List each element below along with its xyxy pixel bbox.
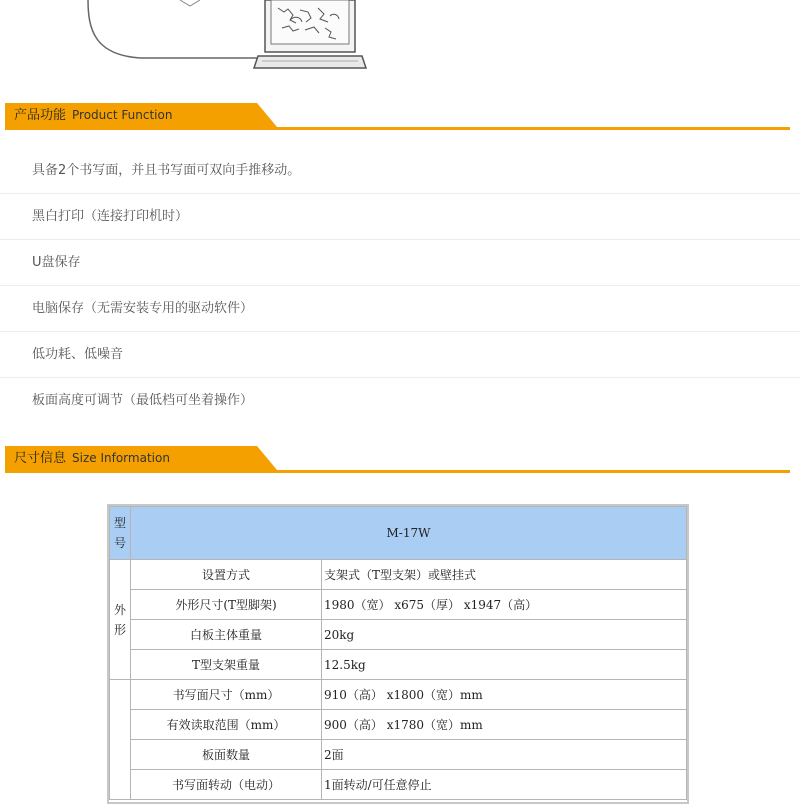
row-value: 1面转动/可任意停止 bbox=[322, 770, 687, 800]
row-value: 900（高） x1780（宽）mm bbox=[322, 710, 687, 740]
list-item: 低功耗、低噪音 bbox=[0, 332, 800, 378]
table-row bbox=[110, 710, 687, 740]
row-value: 910（高） x1800（宽）mm bbox=[322, 680, 687, 710]
section-title-cn: 产品功能 bbox=[14, 108, 67, 123]
row-value: 支架式（T型支架）或壁挂式 bbox=[322, 560, 687, 590]
row-label: 设置方式 bbox=[131, 560, 322, 590]
group-blank bbox=[110, 680, 131, 800]
row-label: 书写面尺寸（mm） bbox=[131, 680, 322, 710]
table-row bbox=[110, 507, 687, 560]
row-value: 1980（宽） x675（厚） x1947（高） bbox=[322, 590, 687, 620]
section-header-size bbox=[0, 446, 800, 476]
row-label: 白板主体重量 bbox=[131, 620, 322, 650]
table-row bbox=[110, 770, 687, 800]
row-label: 书写面转动（电动） bbox=[131, 770, 322, 800]
row-value: 20kg bbox=[322, 620, 687, 650]
section-title bbox=[14, 449, 170, 468]
model-label: 型号 bbox=[110, 507, 131, 560]
feature-list bbox=[0, 148, 800, 424]
row-value: 12.5kg bbox=[322, 650, 687, 680]
section-title-en: Size Information bbox=[72, 451, 170, 465]
list-item: 具备2个书写面，并且书写面可双向手推移动。 bbox=[0, 148, 800, 194]
table-row bbox=[110, 650, 687, 680]
row-label: 外形尺寸(T型脚架) bbox=[131, 590, 322, 620]
section-title bbox=[14, 106, 172, 125]
table-row bbox=[110, 560, 687, 590]
header-underline bbox=[5, 127, 790, 130]
table-row bbox=[110, 620, 687, 650]
table-row bbox=[110, 740, 687, 770]
spec-table-grid bbox=[109, 506, 687, 800]
list-item: 板面高度可调节（最低档可坐着操作） bbox=[32, 393, 254, 408]
model-value: M-17W bbox=[131, 507, 687, 560]
section-title-en: Product Function bbox=[72, 108, 173, 122]
list-item: 黑白打印（连接打印机时） bbox=[0, 194, 800, 240]
row-label: 板面数量 bbox=[131, 740, 322, 770]
laptop-connection-icon bbox=[0, 0, 800, 80]
spec-table bbox=[107, 504, 689, 804]
product-illustration bbox=[0, 0, 800, 80]
section-header-function bbox=[0, 103, 800, 133]
section-title-cn: 尺寸信息 bbox=[14, 451, 67, 466]
header-underline bbox=[5, 470, 790, 473]
list-item: U盘保存 bbox=[0, 240, 800, 286]
row-label: T型支架重量 bbox=[131, 650, 322, 680]
list-item: 电脑保存（无需安装专用的驱动软件） bbox=[0, 286, 800, 332]
row-label: 有效读取范围（mm） bbox=[131, 710, 322, 740]
table-row bbox=[110, 590, 687, 620]
group-appearance: 外形 bbox=[110, 560, 131, 680]
table-row bbox=[110, 680, 687, 710]
row-value: 2面 bbox=[322, 740, 687, 770]
